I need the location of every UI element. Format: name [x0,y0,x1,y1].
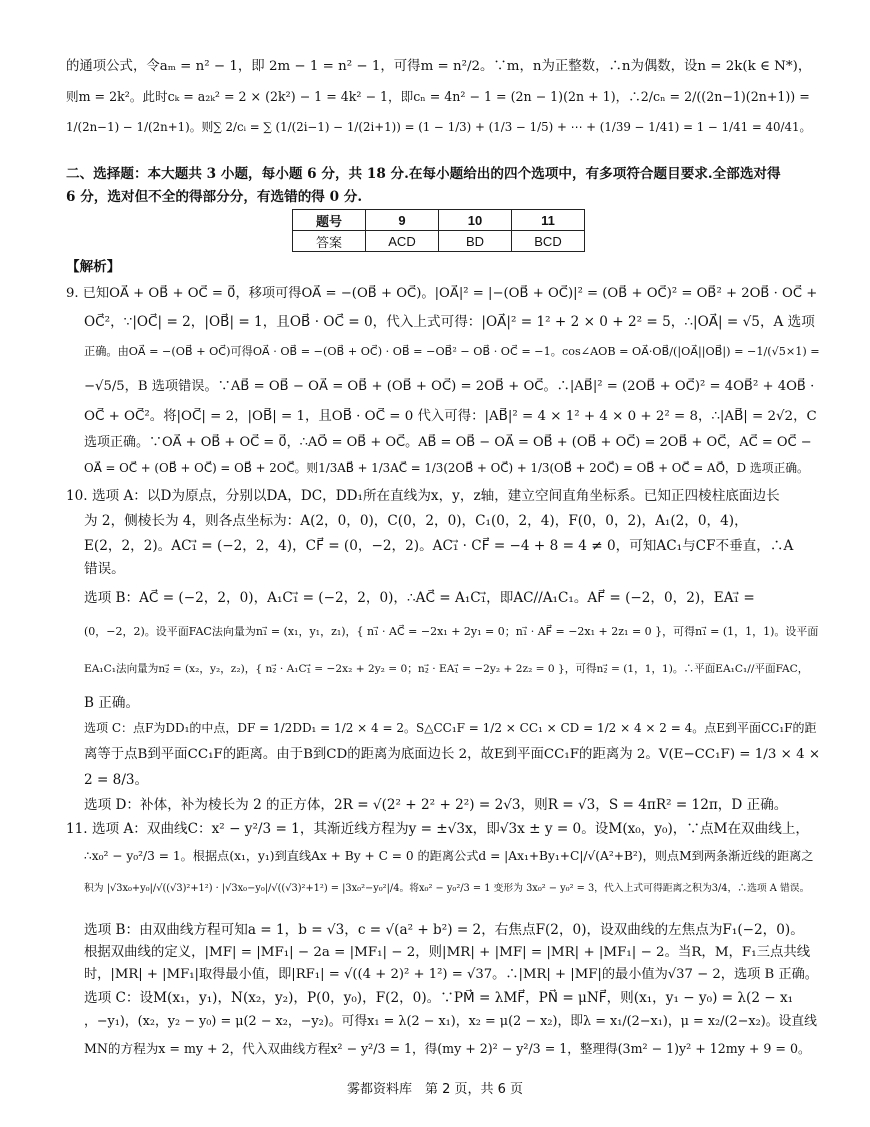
q9-line: 9. 已知OA⃗ + OB⃗ + OC⃗ = 0⃗，移项可得OA⃗ = −(OB⃗ + OC⃗)。|OA⃗|² = |−(OB⃗ + OC⃗)|² = (OB⃗ + OC⃗)² = OB⃗² + 2OB⃗ · OC⃗ + [66,286,818,301]
section-heading: 6 分，选对但不全的得部分分，有选错的得 0 分. [66,189,363,205]
table-header-cell: 10 [439,210,512,231]
q10-line: 2 = 8/3。 [84,772,149,788]
q10-line: 错误。 [84,561,125,577]
table-header-cell: 9 [366,210,439,231]
q10-line: 离等于点B到平面CC₁F的距离。由于B到CD的距离为底面边长 2，故E到平面CC₁F的距离为 2。V(E−CC₁F) = 1/3 × 4 × [84,747,820,762]
table-cell: BCD [512,231,585,252]
q11-line: 选项 C：设M(x₁，y₁)，N(x₂，y₂)，P(0，y₀)，F(2，0)。∵PM⃗ = λMF⃗，PN⃗ = μNF⃗，则(x₁，y₁ − y₀) = λ(2 − x₁ [84,990,794,1006]
text-line: 的通项公式，令aₘ = n² − 1，即 2m − 1 = n² − 1，可得m = n²/2。∵m，n为正整数，∴n为偶数，设n = 2k(k ∈ N*)， [66,59,812,74]
q11-line: 11. 选项 A：双曲线C：x² − y²/3 = 1，其渐近线方程为y = ±√3x，即√3x ± y = 0。设M(x₀，y₀)，∵点M在双曲线上， [66,821,810,837]
q11-line: ∴x₀² − y₀²/3 = 1。根据点(x₁，y₁)到直线Ax + By + C = 0 的距离公式d = |Ax₁+By₁+C|/√(A²+B²)，则点M到两条渐近线的距离之 [84,849,814,863]
analysis-label: 【解析】 [66,259,121,275]
page-footer: 雾都资料库 第 2 页，共 6 页 [346,1082,524,1097]
q10-line: E(2，2，2)。AC₁⃗ = (−2，2，4)，CF⃗ = (0，−2，2)。AC₁⃗ · CF⃗ = −4 + 8 = 4 ≠ 0，可知AC₁与CF不垂直，∴A [84,538,794,554]
q11-line: ，−y₁)，(x₂，y₂ − y₀) = μ(2 − x₂，−y₂)。可得x₁ = λ(2 − x₁)，x₂ = μ(2 − x₂)，即λ = x₁/(2−x₁)，μ = x₂/(2−x₂)。设直线 [84,1014,817,1029]
q9-line: OC⃗²，∵|OC⃗| = 2，|OB⃗| = 1，且OB⃗ · OC⃗ = 0，代入上式可得：|OA⃗|² = 1² + 2 × 0 + 2² = 5，∴|OA⃗| = √5，A 选项 [84,314,815,330]
q11-line: MN的方程为x = my + 2，代入双曲线方程x² − y²/3 = 1，得(my + 2)² − y²/3 = 1，整理得(3m² − 1)y² + 12my + 9 = 0。 [84,1041,811,1056]
q10-line: 选项 C：点F为DD₁的中点，DF = 1/2DD₁ = 1/2 × 4 = 2。S△CC₁F = 1/2 × CC₁ × CD = 1/2 × 4 × 2 = 4。点E到平面CC₁F的距 [84,721,817,735]
q11-line: 根据双曲线的定义，|MF| = |MF₁| − 2a = |MF₁| − 2，则|MR| + |MF| = |MR| + |MF₁| − 2。当R，M，F₁三点共线 [84,945,811,960]
q9-line: −√5/5，B 选项错误。∵AB⃗ = OB⃗ − OA⃗ = OB⃗ + (OB⃗ + OC⃗) = 2OB⃗ + OC⃗。∴|AB⃗|² = (2OB⃗ + OC⃗)² = 4OB⃗² + 4OB⃗ · [84,379,815,394]
q9-line: OA⃗ = OC⃗ + (OB⃗ + OC⃗) = OB⃗ + 2OC⃗。则1/3AB⃗ + 1/3AC⃗ = 1/3(2OB⃗ + OC⃗) + 1/3(OB⃗ + 2OC⃗) = OB⃗ + OC⃗ = AO⃗，D 选项正确。 [84,461,809,475]
table-cell: 答案 [293,231,366,252]
q9-line: 选项正确。∵OA⃗ + OB⃗ + OC⃗ = 0⃗，∴AO⃗ = OB⃗ + OC⃗。AB⃗ = OB⃗ − OA⃗ = OB⃗ + (OB⃗ + OC⃗) = 2OB⃗ + OC⃗，AC⃗ = OC⃗ − [84,435,812,450]
table-cell: ACD [366,231,439,252]
q10-line: (0，−2，2)。设平面FAC法向量为n₁⃗ = (x₁，y₁，z₁)，{ n₁⃗ · AC⃗ = −2x₁ + 2y₁ = 0；n₁⃗ · AF⃗ = −2x₁ + 2z₁ = 0 }，可得n₁⃗ = (1，1，1)。设平面 [84,625,819,638]
text-line: 1/(2n−1) − 1/(2n+1)。则∑ 2/cᵢ = ∑ (1/(2i−1) − 1/(2i+1)) = (1 − 1/3) + (1/3 − 1/5) + ⋯ + (1/39 − 1/41) = 1 − 1/41 = 40/41。 [66,120,812,134]
table-row [293,210,585,231]
q10-line: EA₁C₁法向量为n₂⃗ = (x₂，y₂，z₂)，{ n₂⃗ · A₁C₁⃗ = −2x₂ + 2y₂ = 0；n₂⃗ · EA₁⃗ = −2y₂ + 2z₂ = 0 }，可得n₂⃗ = (1，1，1)。∴平面EA₁C₁//平面FAC， [84,663,809,675]
q11-line: 时，|MR| + |MF₁|取得最小值，即|RF₁| = √((4 + 2)² + 1²) = √37。∴|MR| + |MF|的最小值为√37 − 2，选项 B 正确。 [84,967,818,982]
q9-line: OC⃗ + OC⃗²。将|OC⃗| = 2，|OB⃗| = 1，且OB⃗ · OC⃗ = 0 代入可得：|AB⃗|² = 4 × 1² + 4 × 0 + 2² = 8，∴|AB⃗| = 2√2，C [84,409,817,424]
answer-table [292,209,585,252]
table-cell: BD [439,231,512,252]
table-header-cell: 11 [512,210,585,231]
table-header-cell: 题号 [293,210,366,231]
q11-line: 积为 |√3x₀+y₀|/√((√3)²+1²) · |√3x₀−y₀|/√((√3)²+1²) = |3x₀²−y₀²|/4。将x₀² − y₀²/3 = 1 变形为 3x₀² − y₀² = 3，代入上式可得距离之积为3/4，∴选项 A 错误。 [84,883,810,894]
section-heading: 二、选择题：本大题共 3 小题，每小题 6 分，共 18 分.在每小题给出的四个选项中，有多项符合题目要求.全部选对得 [66,166,781,182]
q10-line: 选项 D：补体，补为棱长为 2 的正方体，2R = √(2² + 2² + 2²) = 2√3，则R = √3，S = 4πR² = 12π，D 正确。 [84,797,788,813]
q9-line: 正确。由OA⃗ = −(OB⃗ + OC⃗)可得OA⃗ · OB⃗ = −(OB⃗ + OC⃗) · OB⃗ = −OB⃗² − OB⃗ · OC⃗ = −1。cos∠AOB = OA⃗·OB⃗/(|OA⃗||OB⃗|) = −1/(√5×1) = [84,345,820,358]
q10-line: 选项 B：AC⃗ = (−2，2，0)，A₁C₁⃗ = (−2，2，0)，∴AC⃗ = A₁C₁⃗，即AC//A₁C₁。AF⃗ = (−2，0，2)，EA₁⃗ = [84,590,755,606]
table-row [293,231,585,252]
q11-line: 选项 B：由双曲线方程可知a = 1，b = √3，c = √(a² + b²) = 2，右焦点F(2，0)，设双曲线的左焦点为F₁(−2，0)。 [84,922,804,938]
q10-line: 为 2，侧棱长为 4，则各点坐标为：A(2，0，0)，C(0，2，0)，C₁(0，2，4)，F(0，0，2)，A₁(2，0，4)， [84,513,748,529]
q10-line: B 正确。 [84,695,140,711]
q10-line: 10. 选项 A：以D为原点，分别以DA，DC，DD₁所在直线为x，y，z轴，建立空间直角坐标系。已知正四棱柱底面边长 [66,488,780,504]
text-line: 则m = 2k²。此时cₖ = a₂ₖ² = 2 × (2k²) − 1 = 4k² − 1，即cₙ = 4n² − 1 = (2n − 1)(2n + 1)，∴2/cₙ = 2/((2n−1)(2n+1)) = [66,89,810,104]
